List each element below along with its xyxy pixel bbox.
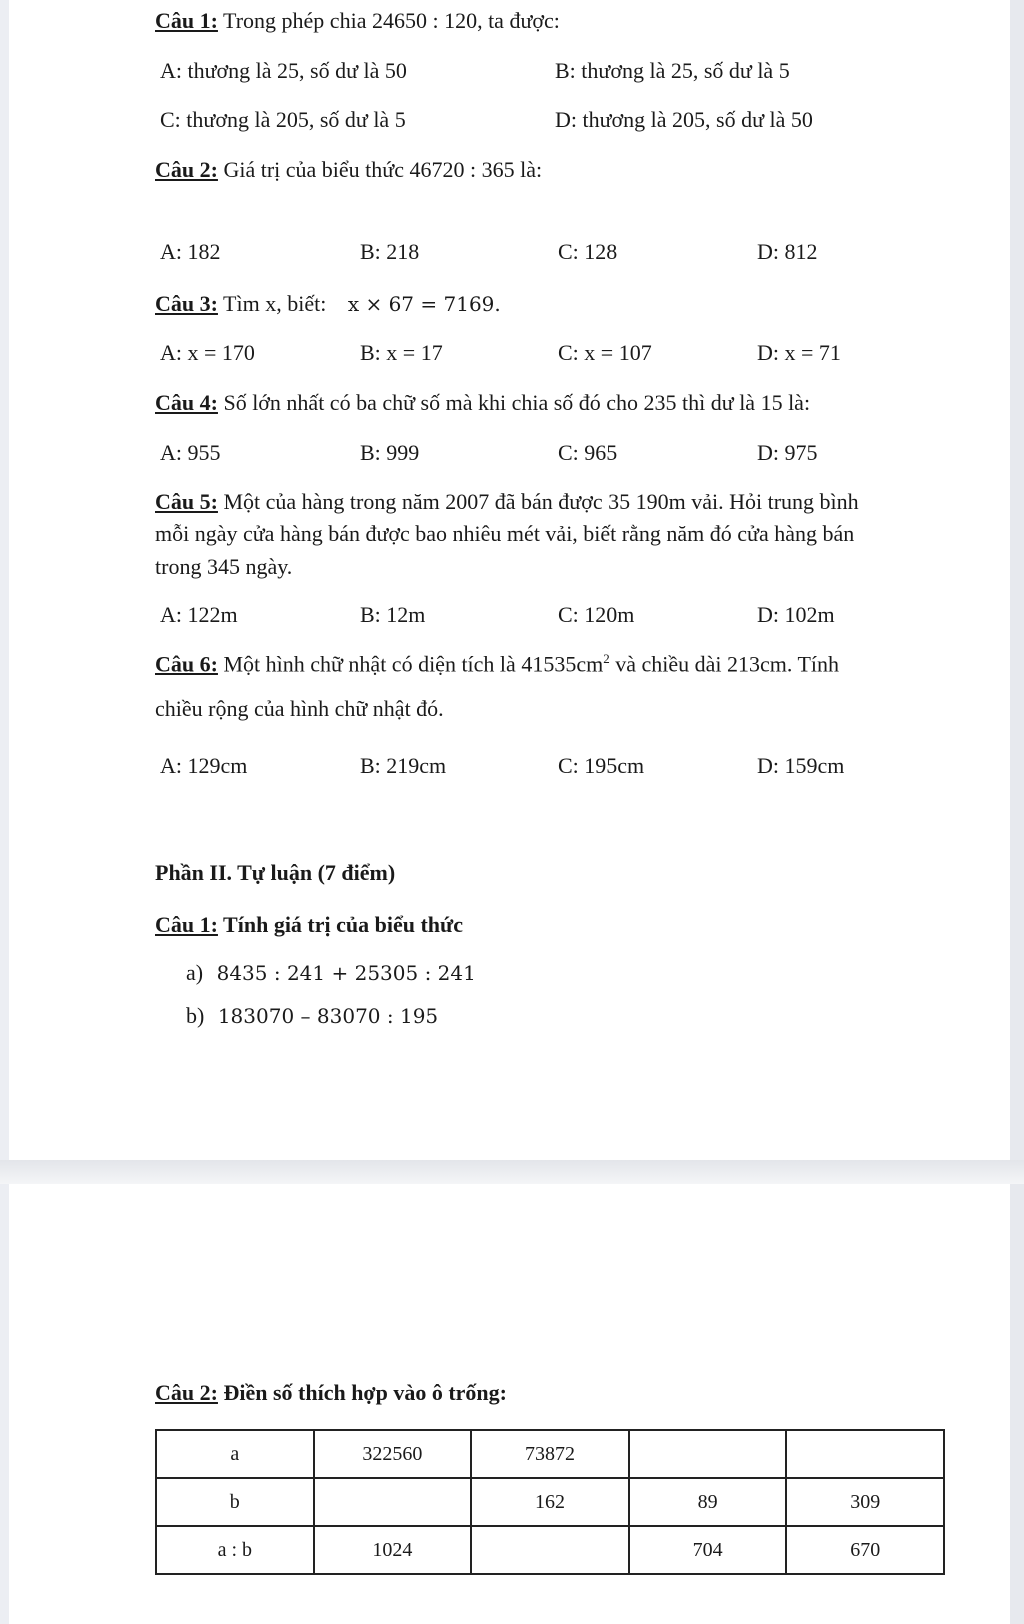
q6-option-b: B: 219cm xyxy=(360,753,447,778)
q4-option-b: B: 999 xyxy=(360,440,420,465)
question-2-text: Giá trị của biểu thức 46720 : 365 là: xyxy=(217,157,543,182)
q2-option-b: B: 218 xyxy=(360,239,420,264)
q6-option-c: C: 195cm xyxy=(558,753,645,778)
question-3-equation: x × 67 = 7169. xyxy=(347,292,501,316)
q1-option-c: C: thương là 205, số dư là 5 xyxy=(160,107,406,132)
q1-option-a: A: thương là 25, số dư là 50 xyxy=(160,58,407,83)
table-cell: 89 xyxy=(629,1478,787,1526)
essay-question-1-label: Câu 1: xyxy=(155,912,218,937)
essay-question-2 xyxy=(155,1380,507,1406)
table-cell: 670 xyxy=(786,1526,944,1574)
question-3 xyxy=(155,291,501,317)
q3-option-c: C: x = 107 xyxy=(558,340,652,365)
essay-question-1-text: Tính giá trị của biểu thức xyxy=(217,912,464,937)
question-3-label: Câu 3: xyxy=(155,291,218,316)
table-cell: 1024 xyxy=(314,1526,472,1574)
question-6-superscript: 2 xyxy=(603,651,610,666)
q6-option-d: D: 159cm xyxy=(757,753,845,778)
essay-1-item-b-label: b) xyxy=(186,1003,205,1028)
question-1-label: Câu 1: xyxy=(155,8,218,33)
question-6-label: Câu 6: xyxy=(155,651,218,677)
table-row-header: a xyxy=(156,1430,314,1478)
q3-option-a: A: x = 170 xyxy=(160,340,255,365)
essay-1-item-b-expression: 183070 – 83070 : 195 xyxy=(217,1004,439,1028)
page-right-edge xyxy=(1010,0,1024,1624)
question-4 xyxy=(155,390,810,416)
essay-question-2-label: Câu 2: xyxy=(155,1380,218,1405)
table-row-header: a : b xyxy=(156,1526,314,1574)
essay-1-item-b xyxy=(186,1003,438,1029)
page-break xyxy=(0,1160,1024,1184)
table-cell: 704 xyxy=(629,1526,787,1574)
essay-1-item-a-expression: 8435 : 241 + 25305 : 241 xyxy=(216,961,476,985)
essay-question-1 xyxy=(155,912,463,938)
table-row-a xyxy=(156,1430,944,1478)
question-4-label: Câu 4: xyxy=(155,390,218,415)
table-cell-blank[interactable] xyxy=(471,1526,629,1574)
q6-option-a: A: 129cm xyxy=(160,753,248,778)
question-2 xyxy=(155,157,542,183)
question-5-text-line3: trong 345 ngày. xyxy=(155,554,293,579)
q5-option-b: B: 12m xyxy=(360,602,426,627)
question-5-text-line2: mỗi ngày cửa hàng bán được bao nhiêu mét vải, biết rằng năm đó cửa hàng bán xyxy=(155,521,855,546)
q3-option-b: B: x = 17 xyxy=(360,340,443,365)
q5-option-c: C: 120m xyxy=(558,602,635,627)
table-row-quotient xyxy=(156,1526,944,1574)
question-6-text-line2: chiều rộng của hình chữ nhật đó. xyxy=(155,696,444,721)
page-left-edge xyxy=(0,0,9,1624)
essay-1-item-a xyxy=(186,960,476,986)
question-5 xyxy=(155,489,859,515)
table-row-b xyxy=(156,1478,944,1526)
q4-option-c: C: 965 xyxy=(558,440,618,465)
q3-option-d: D: x = 71 xyxy=(757,340,841,365)
table-cell-blank[interactable] xyxy=(314,1478,472,1526)
question-6-text-after: và chiều dài 213cm. Tính xyxy=(609,651,840,677)
fill-in-table xyxy=(155,1429,945,1575)
q5-option-a: A: 122m xyxy=(160,602,238,627)
question-1 xyxy=(155,8,560,34)
question-1-text: Trong phép chia 24650 : 120, ta được: xyxy=(217,8,560,33)
q2-option-d: D: 812 xyxy=(757,239,818,264)
q1-option-b: B: thương là 25, số dư là 5 xyxy=(555,58,790,83)
q2-option-a: A: 182 xyxy=(160,239,221,264)
table-cell-blank[interactable] xyxy=(786,1430,944,1478)
q4-option-d: D: 975 xyxy=(757,440,818,465)
q1-option-d: D: thương là 205, số dư là 50 xyxy=(555,107,813,132)
table-cell: 309 xyxy=(786,1478,944,1526)
q4-option-a: A: 955 xyxy=(160,440,221,465)
table-cell: 322560 xyxy=(314,1430,472,1478)
table-cell: 162 xyxy=(471,1478,629,1526)
question-5-text-line1: Một của hàng trong năm 2007 đã bán được 35 190m vải. Hỏi trung bình xyxy=(217,489,859,514)
table-row-header: b xyxy=(156,1478,314,1526)
essay-1-item-a-label: a) xyxy=(186,960,204,985)
essay-question-2-text: Điền số thích hợp vào ô trống: xyxy=(217,1380,507,1405)
table-cell: 73872 xyxy=(471,1430,629,1478)
q5-option-d: D: 102m xyxy=(757,602,835,627)
q2-option-c: C: 128 xyxy=(558,239,618,264)
question-6 xyxy=(155,651,839,677)
table-cell-blank[interactable] xyxy=(629,1430,787,1478)
question-6-text-before: Một hình chữ nhật có diện tích là 41535cm xyxy=(217,651,604,677)
question-2-label: Câu 2: xyxy=(155,157,218,182)
question-4-text: Số lớn nhất có ba chữ số mà khi chia số đó cho 235 thì dư là 15 là: xyxy=(217,390,811,415)
question-5-label: Câu 5: xyxy=(155,489,218,514)
question-3-text: Tìm x, biết: xyxy=(217,291,327,316)
part-2-title: Phần II. Tự luận (7 điểm) xyxy=(155,860,396,885)
